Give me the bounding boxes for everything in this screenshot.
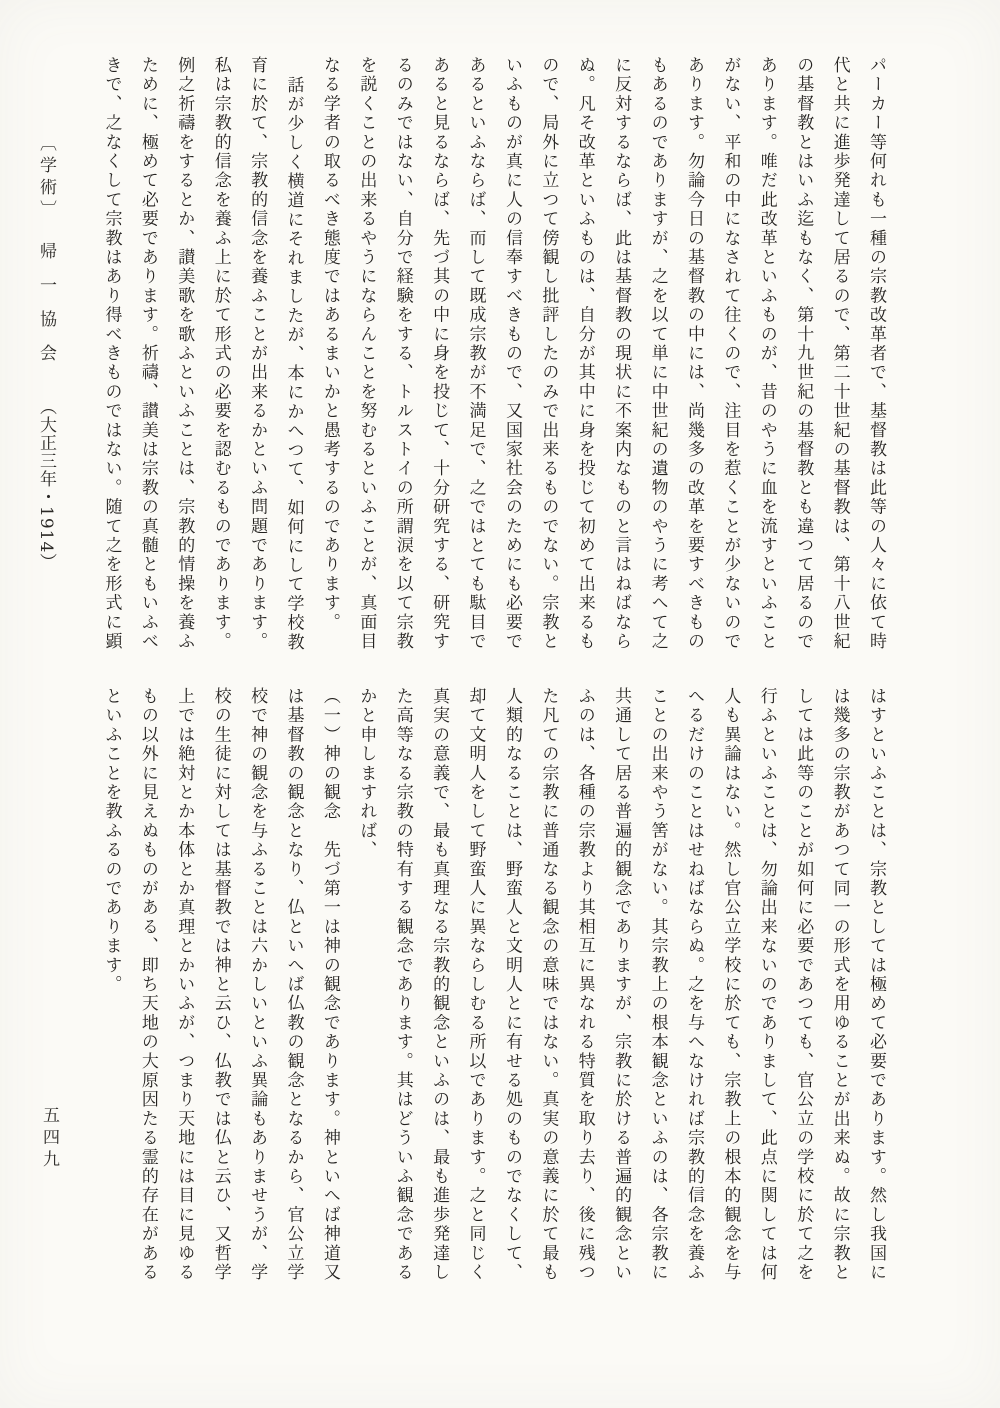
text-column: るのみではない、自分で経験をする、トルストイの所謂涙を以て宗教 [392,56,413,652]
text-column: あるといふならば、而して既成宗教が不満足で、之ではとても駄目で [465,56,486,652]
text-column: 例之祈禱をするとか、讃美歌を歌ふといふことは、宗教的情操を養ふ [174,56,195,652]
text-column: ぬ。凡そ改革といふものは、自分が其中に身を投じて初めて出来るも [574,56,595,652]
text-column: た凡ての宗教に普通なる観念の意味ではない。真実の意義に於て最も [538,687,559,1283]
text-column: なる学者の取るべき態度ではあるまいかと愚考するのであります。 [319,56,340,632]
article-title: 帰一協会 [36,242,56,378]
text-column: ふのは、各種の宗教より其相互に異なれる特質を取り去り、後に残つ [574,687,595,1283]
text-column: ので、局外に立つて傍観し批評したのみで出来るものでない。宗教と [538,56,559,652]
text-column: はすといふことは、宗教としては極めて必要であります。然し我国に [866,687,886,1283]
text-column: を説くことの出来るやうにならんことを努むるといふことが、真面目 [356,56,377,652]
text-column: パーカー等何れも一種の宗教改革者で、基督教は此等の人々に依て時 [866,56,886,652]
lower-text-block [93,687,894,1289]
text-column: しては此等のことが如何に必要であつても、官公立の学校に於て之を [793,687,814,1283]
text-column-section-heading: （一）神の観念 先づ第一は神の観念であります。神といへば神道又 [319,687,340,1283]
text-column: へるだけのことはせねばならぬ。之を与へなければ宗教的信念を養ふ [683,687,704,1283]
text-column: 校の生徒に対しては基督教では神と云ひ、仏教では仏と云ひ、又哲学 [210,687,231,1283]
text-column-paragraph-start: 話が少しく横道にそれましたが、本にかへつて、如何にして学校教 [283,75,304,652]
section-label: 〔学術〕 [36,134,56,222]
text-column: は幾多の宗教があつて同一の形式を用ゆることが出来ぬ。故に宗教と [829,687,850,1283]
text-column: 上では絶対とか本体とか真理とかいふが、つまり天地には目に見ゆる [174,687,195,1283]
text-column: もの以外に見えぬものがある、即ち天地の大原因たる霊的存在がある [137,687,158,1283]
text-column: 共通して居る普遍的観念でありますが、宗教に於ける普遍的観念とい [611,687,632,1283]
upper-text-block [93,56,894,658]
page-number: 五四九 [39,1106,59,1172]
text-column: に反対するならば、此は基督教の現状に不案内なものと言はねばなら [611,56,632,652]
text-column: た高等なる宗教の特有する観念であります。其はどういふ観念である [392,687,413,1283]
text-column: 校で神の観念を与ふることは六かしいといふ異論もありませうが、学 [247,687,268,1283]
text-column: あります。唯だ此改革といふものが、昔のやうに血を流すといふこと [756,56,777,652]
text-column: 真実の意義で、最も真理なる宗教的観念といふのは、最も進歩発達し [429,687,450,1283]
text-column: がない、平和の中になされて往くので、注目を惹くことが少ないので [720,56,741,652]
text-column: の基督教とはいふ迄もなく、第十九世紀の基督教とも違つて居るので [793,56,814,652]
text-column: 私は宗教的信念を養ふ上に於て形式の必要を認むるものであります。 [210,56,231,652]
text-column: 人類的なることは、野蛮人と文明人とに有せる処のものでなくして、 [501,687,522,1283]
text-column: 代と共に進歩発達して居るので、第二十世紀の基督教は、第十八世紀 [829,56,850,652]
text-column: いふものが真に人の信奉すべきもので、又国家社会のためにも必要で [501,56,522,652]
text-column: 行ふといふことは、勿論出来ないのでありまして、此点に関しては何 [756,687,777,1283]
publication-date: （大正三年・1914） [36,398,56,572]
text-column: かと申しますれば、 [356,687,377,860]
text-column: ことの出来やう筈がない。其宗教上の根本観念といふのは、各宗教に [647,687,668,1283]
text-column: ために、極めて必要であります。祈禱、讃美は宗教の真髄ともいふべ [137,56,158,652]
text-column: もあるのでありますが、之を以て単に中世紀の遺物のやうに考へて之 [647,56,668,652]
text-column: 却て文明人をして野蛮人に異ならしむる所以であります。之と同じく [465,687,486,1283]
text-column: きで、之なくして宗教はあり得べきものではない。随て之を形式に顕 [101,56,122,652]
text-column: は基督教の観念となり、仏といへば仏教の観念となるから、官公立学 [283,687,304,1283]
text-column: といふことを教ふるのであります。 [101,687,122,995]
text-column: あると見るならば、先づ其の中に身を投じて、十分研究する、研究す [429,56,450,652]
margin-running-head [28,134,64,571]
text-column: 人も異論はない。然し官公立学校に於ても、宗教上の根本的観念を与 [720,687,741,1283]
text-column: あります。勿論今日の基督教の中には、尚幾多の改革を要すべきもの [683,56,704,652]
text-column: 育に於て、宗教的信念を養ふことが出来るかといふ問題であります。 [247,56,268,652]
